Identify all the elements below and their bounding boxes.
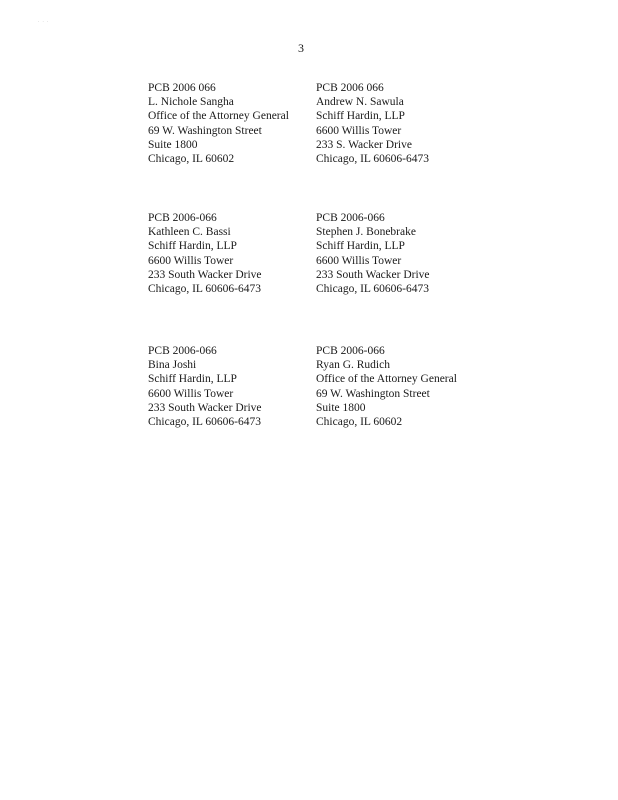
case-number: PCB 2006 066 <box>316 82 384 94</box>
street-address: 6600 Willis Tower <box>316 254 402 267</box>
street-address: 69 W. Washington Street <box>148 124 262 137</box>
address-block-sangha <box>148 81 289 166</box>
case-number: PCB 2006-066 <box>148 212 217 224</box>
address-line-2: 233 South Wacker Drive <box>148 401 262 414</box>
city-state-zip: Chicago, IL 60602 <box>148 153 235 166</box>
street-address: 6600 Willis Tower <box>148 387 234 400</box>
city-state-zip: Chicago, IL 60606-6473 <box>316 153 429 166</box>
street-address: 6600 Willis Tower <box>316 124 402 137</box>
city-state-zip: Chicago, IL 60606-6473 <box>316 283 429 296</box>
case-number: PCB 2006-066 <box>148 345 217 357</box>
organization: Schiff Hardin, LLP <box>316 240 405 253</box>
organization: Schiff Hardin, LLP <box>148 373 237 386</box>
city-state-zip: Chicago, IL 60606-6473 <box>148 416 261 429</box>
address-block-rudich <box>316 344 457 429</box>
recipient-name: Bina Joshi <box>148 359 197 372</box>
address-block-bonebrake <box>316 211 430 296</box>
page-number: 3 <box>298 41 304 55</box>
address-line-2: Suite 1800 <box>316 401 366 414</box>
address-line-2: 233 South Wacker Drive <box>316 268 430 281</box>
address-block-bassi <box>148 211 262 296</box>
city-state-zip: Chicago, IL 60606-6473 <box>148 283 261 296</box>
recipient-name: Kathleen C. Bassi <box>148 226 231 239</box>
address-block-sawula <box>316 81 429 166</box>
address-line-2: 233 S. Wacker Drive <box>316 138 412 151</box>
organization: Office of the Attorney General <box>148 110 289 123</box>
recipient-name: L. Nichole Sangha <box>148 96 234 109</box>
street-address: 6600 Willis Tower <box>148 254 234 267</box>
address-block-joshi <box>148 344 262 429</box>
recipient-name: Andrew N. Sawula <box>316 96 404 109</box>
street-address: 69 W. Washington Street <box>316 387 430 400</box>
address-line-2: 233 South Wacker Drive <box>148 268 262 281</box>
case-number: PCB 2006-066 <box>316 345 385 357</box>
organization: Office of the Attorney General <box>316 373 457 386</box>
address-line-2: Suite 1800 <box>148 138 198 151</box>
city-state-zip: Chicago, IL 60602 <box>316 416 403 429</box>
case-number: PCB 2006 066 <box>148 82 216 94</box>
case-number: PCB 2006-066 <box>316 212 385 224</box>
organization: Schiff Hardin, LLP <box>148 240 237 253</box>
organization: Schiff Hardin, LLP <box>316 110 405 123</box>
scan-artifact-mark: . . . <box>38 19 50 24</box>
recipient-name: Stephen J. Bonebrake <box>316 226 416 239</box>
recipient-name: Ryan G. Rudich <box>316 359 390 372</box>
